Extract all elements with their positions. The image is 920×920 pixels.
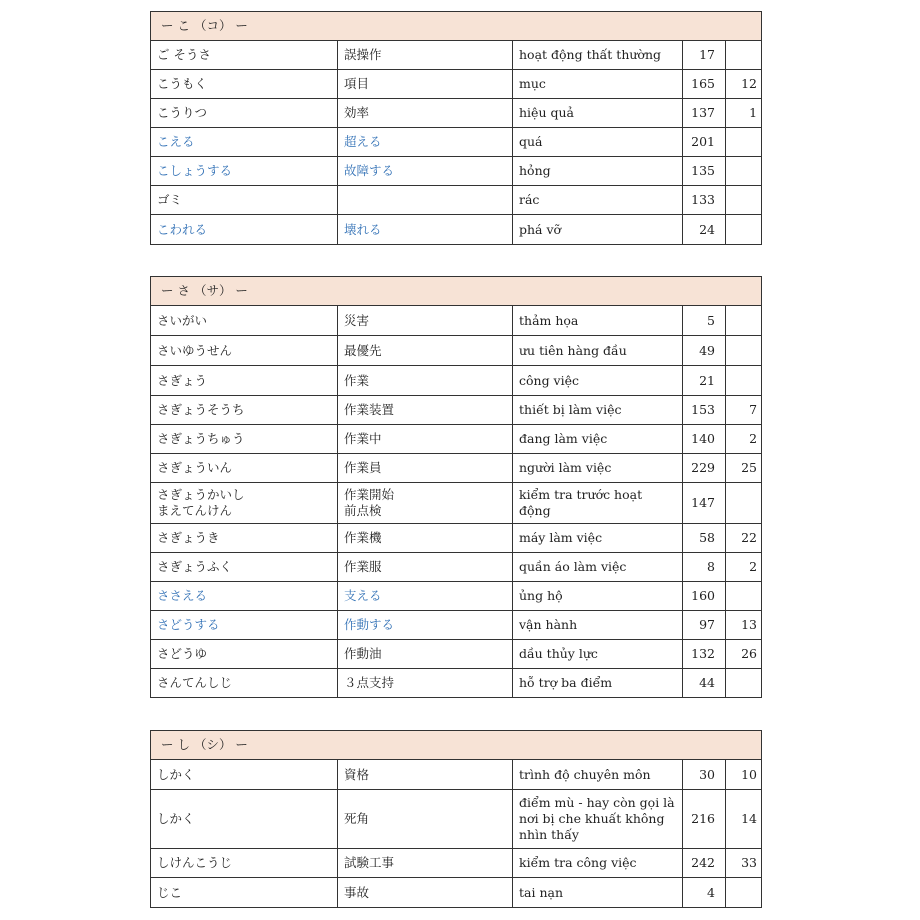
item-number-cell: 10 xyxy=(726,760,762,790)
kana-cell: ゴミ xyxy=(151,186,338,215)
vietnamese-cell: hỏng xyxy=(513,157,683,186)
kana-cell: さどうゆ xyxy=(151,640,338,669)
vietnamese-cell: người làm việc xyxy=(513,454,683,483)
kanji-cell: 作動油 xyxy=(338,640,513,669)
kanji-cell: 作業開始 前点検 xyxy=(338,483,513,524)
item-number-cell xyxy=(726,336,762,366)
vietnamese-cell: kiểm tra công việc xyxy=(513,849,683,878)
kana-cell: しかく xyxy=(151,760,338,790)
vietnamese-cell: hiệu quả xyxy=(513,99,683,128)
item-number-cell xyxy=(726,669,762,698)
item-number-cell xyxy=(726,186,762,215)
table-row xyxy=(151,553,762,582)
kana-cell: こしょうする xyxy=(151,157,338,186)
vietnamese-cell: trình độ chuyên môn xyxy=(513,760,683,790)
page-number-cell: 21 xyxy=(683,366,726,396)
kana-cell: さぎょう xyxy=(151,366,338,396)
table-row xyxy=(151,366,762,396)
kanji-cell: 壊れる xyxy=(338,215,513,245)
kanji-cell: 作動する xyxy=(338,611,513,640)
kana-cell: さいゆうせん xyxy=(151,336,338,366)
vietnamese-cell: ưu tiên hàng đầu xyxy=(513,336,683,366)
section-header: ー し （シ） ー xyxy=(151,731,762,760)
kana-cell: さぎょうふく xyxy=(151,553,338,582)
table-row xyxy=(151,669,762,698)
kana-cell: こわれる xyxy=(151,215,338,245)
kana-cell: さいがい xyxy=(151,306,338,336)
item-number-cell xyxy=(726,157,762,186)
kanji-cell: 試験工事 xyxy=(338,849,513,878)
page-number-cell: 147 xyxy=(683,483,726,524)
kana-cell: ご そうさ xyxy=(151,41,338,70)
kanji-cell: 作業中 xyxy=(338,425,513,454)
page-number-cell: 8 xyxy=(683,553,726,582)
table-row xyxy=(151,128,762,157)
kanji-cell: 超える xyxy=(338,128,513,157)
item-number-cell: 7 xyxy=(726,396,762,425)
page-number-cell: 133 xyxy=(683,186,726,215)
section-header: ー こ （コ） ー xyxy=(151,12,762,41)
kanji-cell: 最優先 xyxy=(338,336,513,366)
kana-cell: さぎょういん xyxy=(151,454,338,483)
section-ko xyxy=(150,11,761,245)
section-header: ー さ （サ） ー xyxy=(151,277,762,306)
page-number-cell: 135 xyxy=(683,157,726,186)
table-row xyxy=(151,524,762,553)
item-number-cell: 22 xyxy=(726,524,762,553)
vietnamese-cell: quần áo làm việc xyxy=(513,553,683,582)
vocab-table-shi xyxy=(150,730,762,908)
item-number-cell xyxy=(726,215,762,245)
kanji-cell: 誤操作 xyxy=(338,41,513,70)
page-number-cell: 44 xyxy=(683,669,726,698)
item-number-cell xyxy=(726,366,762,396)
kanji-cell: 項目 xyxy=(338,70,513,99)
table-row xyxy=(151,336,762,366)
page-number-cell: 153 xyxy=(683,396,726,425)
table-row xyxy=(151,99,762,128)
kana-cell: ささえる xyxy=(151,582,338,611)
table-row xyxy=(151,306,762,336)
table-row xyxy=(151,483,762,524)
kana-cell: じこ xyxy=(151,878,338,908)
vietnamese-cell: đang làm việc xyxy=(513,425,683,454)
vietnamese-cell: rác xyxy=(513,186,683,215)
table-row xyxy=(151,611,762,640)
page-number-cell: 17 xyxy=(683,41,726,70)
table-row xyxy=(151,186,762,215)
item-number-cell: 26 xyxy=(726,640,762,669)
vietnamese-cell: máy làm việc xyxy=(513,524,683,553)
section-body xyxy=(151,306,762,698)
vietnamese-cell: công việc xyxy=(513,366,683,396)
vietnamese-cell: dầu thủy lực xyxy=(513,640,683,669)
page-number-cell: 201 xyxy=(683,128,726,157)
kanji-cell: 死角 xyxy=(338,790,513,849)
kana-cell: さんてんしじ xyxy=(151,669,338,698)
kana-cell: さぎょうき xyxy=(151,524,338,553)
item-number-cell: 2 xyxy=(726,425,762,454)
page-number-cell: 165 xyxy=(683,70,726,99)
kanji-cell: 作業装置 xyxy=(338,396,513,425)
kana-cell: さどうする xyxy=(151,611,338,640)
item-number-cell: 2 xyxy=(726,553,762,582)
kana-cell: しけんこうじ xyxy=(151,849,338,878)
table-row xyxy=(151,849,762,878)
item-number-cell: 13 xyxy=(726,611,762,640)
section-header-row xyxy=(151,277,762,306)
kanji-cell: 作業 xyxy=(338,366,513,396)
kana-cell: さぎょうそうち xyxy=(151,396,338,425)
page-number-cell: 229 xyxy=(683,454,726,483)
vietnamese-cell: hỗ trợ ba điểm xyxy=(513,669,683,698)
table-row xyxy=(151,454,762,483)
kanji-cell: 作業員 xyxy=(338,454,513,483)
kanji-cell: 事故 xyxy=(338,878,513,908)
table-row xyxy=(151,396,762,425)
page-number-cell: 140 xyxy=(683,425,726,454)
vocab-table-ko xyxy=(150,11,762,245)
kanji-cell: 効率 xyxy=(338,99,513,128)
section-shi xyxy=(150,730,761,908)
table-row xyxy=(151,215,762,245)
vietnamese-cell: ủng hộ xyxy=(513,582,683,611)
item-number-cell xyxy=(726,41,762,70)
vietnamese-cell: thiết bị làm việc xyxy=(513,396,683,425)
item-number-cell: 12 xyxy=(726,70,762,99)
vietnamese-cell: thảm họa xyxy=(513,306,683,336)
table-row xyxy=(151,582,762,611)
table-row xyxy=(151,640,762,669)
item-number-cell xyxy=(726,582,762,611)
page-number-cell: 97 xyxy=(683,611,726,640)
table-row xyxy=(151,70,762,99)
page-number-cell: 58 xyxy=(683,524,726,553)
kana-cell: しかく xyxy=(151,790,338,849)
kana-cell: こえる xyxy=(151,128,338,157)
vietnamese-cell: quá xyxy=(513,128,683,157)
section-body xyxy=(151,760,762,908)
vocab-table-sa xyxy=(150,276,762,698)
table-row xyxy=(151,760,762,790)
kanji-cell: 災害 xyxy=(338,306,513,336)
page-number-cell: 5 xyxy=(683,306,726,336)
vietnamese-cell: điểm mù - hay còn gọi là nơi bị che khuất không nhìn thấy xyxy=(513,790,683,849)
kanji-cell: 作業服 xyxy=(338,553,513,582)
vietnamese-cell: kiểm tra trước hoạt động xyxy=(513,483,683,524)
item-number-cell: 25 xyxy=(726,454,762,483)
page-number-cell: 4 xyxy=(683,878,726,908)
item-number-cell xyxy=(726,128,762,157)
item-number-cell xyxy=(726,483,762,524)
kanji-cell: 支える xyxy=(338,582,513,611)
page-number-cell: 216 xyxy=(683,790,726,849)
page-number-cell: 242 xyxy=(683,849,726,878)
table-row xyxy=(151,878,762,908)
page-number-cell: 30 xyxy=(683,760,726,790)
item-number-cell: 1 xyxy=(726,99,762,128)
item-number-cell xyxy=(726,306,762,336)
section-sa xyxy=(150,276,761,698)
table-row xyxy=(151,425,762,454)
kana-cell: こうりつ xyxy=(151,99,338,128)
section-header-row xyxy=(151,12,762,41)
section-header-row xyxy=(151,731,762,760)
vietnamese-cell: phá vỡ xyxy=(513,215,683,245)
vietnamese-cell: hoạt động thất thường xyxy=(513,41,683,70)
section-body xyxy=(151,41,762,245)
vietnamese-cell: tai nạn xyxy=(513,878,683,908)
kanji-cell xyxy=(338,186,513,215)
item-number-cell: 33 xyxy=(726,849,762,878)
table-row xyxy=(151,41,762,70)
item-number-cell xyxy=(726,878,762,908)
kanji-cell: 故障する xyxy=(338,157,513,186)
page-number-cell: 24 xyxy=(683,215,726,245)
page-number-cell: 132 xyxy=(683,640,726,669)
page-number-cell: 137 xyxy=(683,99,726,128)
vietnamese-cell: mục xyxy=(513,70,683,99)
page-number-cell: 160 xyxy=(683,582,726,611)
kana-cell: さぎょうちゅう xyxy=(151,425,338,454)
vietnamese-cell: vận hành xyxy=(513,611,683,640)
table-row xyxy=(151,790,762,849)
item-number-cell: 14 xyxy=(726,790,762,849)
table-row xyxy=(151,157,762,186)
kana-cell: こうもく xyxy=(151,70,338,99)
kanji-cell: 作業機 xyxy=(338,524,513,553)
kana-cell: さぎょうかいし まえてんけん xyxy=(151,483,338,524)
kanji-cell: 資格 xyxy=(338,760,513,790)
page-number-cell: 49 xyxy=(683,336,726,366)
kanji-cell: ３点支持 xyxy=(338,669,513,698)
